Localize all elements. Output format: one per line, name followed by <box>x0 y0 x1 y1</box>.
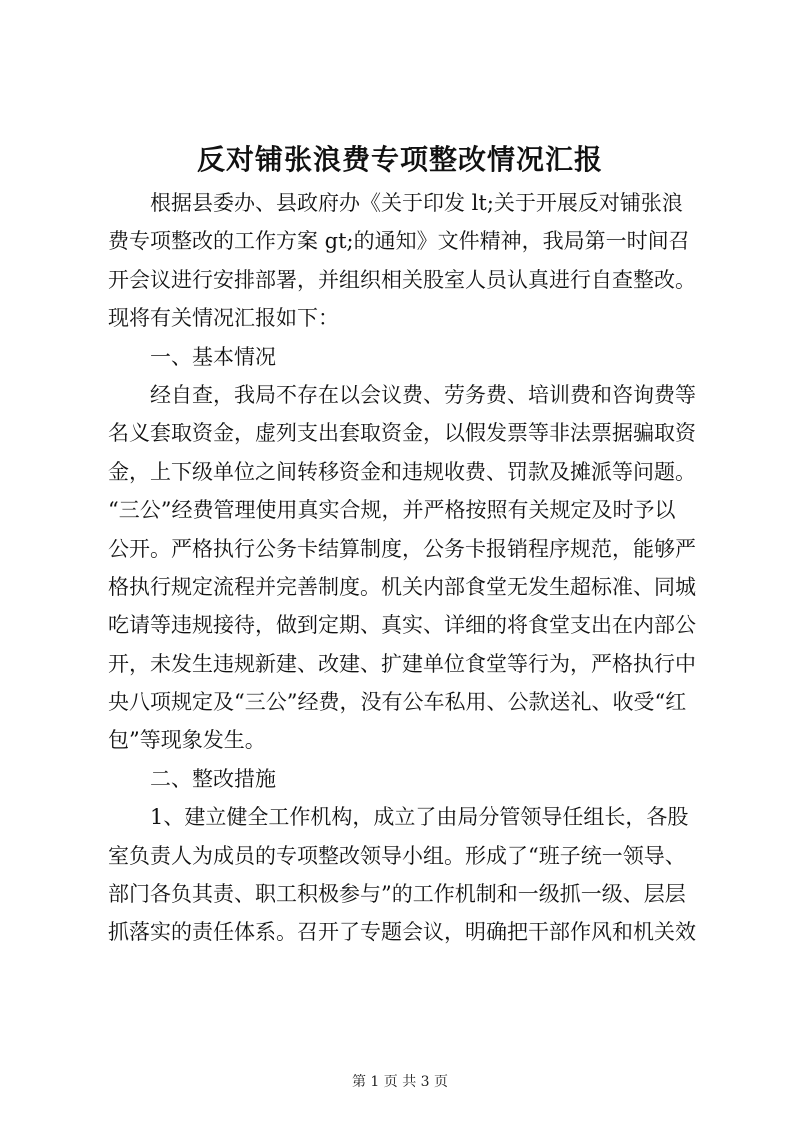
paragraph-line: 开会议进行安排部署，并组织相关股室人员认真进行自查整改。 <box>108 267 696 292</box>
paragraph-line: 现将有关情况汇报如下： <box>108 306 339 331</box>
paragraph-line: 1、建立健全工作机构，成立了由局分管领导任组长，各股 <box>150 805 689 830</box>
paragraph-line: 费专项整改的工作方案 gt;的通知》文件精神，我局第一时间召 <box>108 229 690 254</box>
paragraph-line: 吃请等违规接待，做到定期、真实、详细的将食堂支出在内部公 <box>108 613 696 638</box>
paragraph-line: 格执行规定流程并完善制度。机关内部食堂无发生超标准、同城 <box>108 574 696 599</box>
document-body <box>108 184 708 952</box>
paragraph-line: 名义套取资金，虚列支出套取资金，以假发票等非法票据骗取资 <box>108 421 696 446</box>
section-heading: 二、整改措施 <box>150 766 276 791</box>
paragraph-line: 开，未发生违规新建、改建、扩建单位食堂等行为，严格执行中 <box>108 651 696 676</box>
paragraph-line: 经自查，我局不存在以会议费、劳务费、培训费和咨询费等 <box>150 382 696 407</box>
paragraph-line: 部门各负其责、职工积极参与”的工作机制和一级抓一级、层层 <box>108 882 686 907</box>
paragraph-line: 包”等现象发生。 <box>108 728 266 753</box>
paragraph-line: 根据县委办、县政府办《关于印发 lt;关于开展反对铺张浪 <box>150 191 683 215</box>
document-title: 反对铺张浪费专项整改情况汇报 <box>196 143 603 176</box>
paragraph-line: 金，上下级单位之间转移资金和违规收费、罚款及摊派等问题。 <box>108 459 696 484</box>
paragraph-line: 室负责人为成员的专项整改领导小组。形成了“班子统一领导、 <box>108 843 686 868</box>
paragraph-line: “三公”经费管理使用真实合规，并严格按照有关规定及时予以 <box>108 498 676 523</box>
paragraph-line: 央八项规定及“三公”经费，没有公车私用、公款送礼、收受“红 <box>108 690 687 715</box>
page-footer: 第 1 页 共 3 页 <box>351 1074 449 1090</box>
paragraph-line: 抓落实的责任体系。召开了专题会议，明确把干部作风和机关效 <box>108 920 696 945</box>
paragraph-line: 公开。严格执行公务卡结算制度，公务卡报销程序规范，能够严 <box>108 536 696 561</box>
section-heading: 一、基本情况 <box>150 344 276 369</box>
